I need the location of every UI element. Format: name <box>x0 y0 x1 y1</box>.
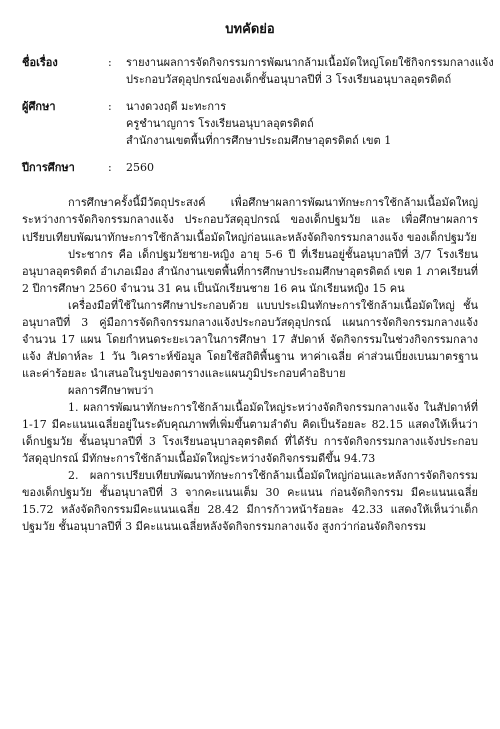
meta-value-title <box>126 54 494 88</box>
meta-line: ประกอบวัสดุอุปกรณ์ของเด็กชั้นอนุบาลปีที่ 3 โรงเรียนอนุบาลอุตรดิตถ์ <box>126 73 452 87</box>
meta-author-row <box>22 98 478 149</box>
meta-line: นางดวงฤดี มะทะการ <box>126 100 227 114</box>
abstract-paragraph-objective: การศึกษาครั้งนี้มีวัตถุประสงค์ เพื่อศึกษาผลการพัฒนาทักษะการใช้กล้ามเนื้อมัดใหญ่ระหว่างการจัดกิจกรรมกลางแจ้ง ประกอบวัสดุอุปกรณ์ ของเด็กปฐมวัย และ เพื่อศึกษาผลการเปรียบเทียบพัฒนาทักษะการใช้กล้ามเนื้อมัดใหญ่ก่อนและหลังจัดกิจกรรมกลางแจ้ง ของเด็กปฐมวัย <box>22 196 478 244</box>
meta-label-author: ผู้ศึกษา <box>22 100 56 114</box>
meta-colon: : <box>108 161 112 175</box>
abstract-paragraph-result-2: 2. ผลการเปรียบเทียบพัฒนาทักษะการใช้กล้ามเนื้อมัดใหญ่ก่อนและหลังการจัดกิจกรรมของเด็กปฐมวัย ชั้นอนุบาลปีที่ 3 จากคะแนนเต็ม 30 คะแนน ก่อนจัดกิจกรรม มีคะแนนเฉลี่ย 15.72 หลังจัดกิจกรรมมีคะแนนเฉลี่ย 28.42 มีการก้าวหน้าร้อยละ 42.33 แสดงให้เห็นว่าเด็กปฐมวัย ชั้นอนุบาลปีที่ 3 มีคะแนนเฉลี่ยหลังจัดกิจกรรมกลางแจ้ง สูงกว่าก่อนจัดกิจกรรม <box>22 469 478 534</box>
abstract-paragraph-results-heading: ผลการศึกษาพบว่า <box>68 383 154 397</box>
meta-line: รายงานผลการจัดกิจกรรมการพัฒนากล้ามเนื้อมัดใหญ่โดยใช้กิจกรรมกลางแจ้ง <box>126 56 494 70</box>
abstract-paragraph-tools: เครื่องมือที่ใช้ในการศึกษาประกอบด้วย แบบประเมินทักษะการใช้กล้ามเนื้อมัดใหญ่ ชั้นอนุบาลปีที่ 3 คู่มือการจัดกิจกรรมกลางแจ้งประกอบวัสดุอุปกรณ์ แผนการจัดกิจกรรมกลางแจ้ง จำนวน 17 แผน โดยกำหนดระยะเวลาในการศึกษา 17 สัปดาห์ จัดกิจกรรมในช่วงกิจกรรมกลางแจ้ง สัปดาห์ละ 1 วัน วิเคราะห์ข้อมูล โดยใช้สถิติพื้นฐาน หาค่าเฉลี่ย ค่าส่วนเบี่ยงเบนมาตรฐาน และค่าร้อยละ นำเสนอในรูปของตารางและแผนภูมิประกอบคำอธิบาย <box>22 298 478 380</box>
meta-label-year: ปีการศึกษา <box>22 161 75 175</box>
meta-colon: : <box>108 56 112 70</box>
spacer <box>22 186 478 194</box>
meta-title-row <box>22 54 494 88</box>
meta-year-row <box>22 159 478 176</box>
abstract-paragraph-population: ประชากร คือ เด็กปฐมวัยชาย-หญิง อายุ 5-6 ปี ที่เรียนอยู่ชั้นอนุบาลปีที่ 3/7 โรงเรียนอนุบาลอุตรดิตถ์ อำเภอเมือง สำนักงานเขตพื้นที่การศึกษาประถมศึกษาอุตรดิตถ์ เขต 1 ภาคเรียนที่ 2 ปีการศึกษา 2560 จำนวน 31 คน เป็นนักเรียนชาย 16 คน นักเรียนหญิง 15 คน <box>22 247 478 295</box>
page-title: บทคัดย่อ <box>225 22 275 37</box>
meta-colon: : <box>108 100 112 114</box>
meta-line: ครูชำนาญการ โรงเรียนอนุบาลอุตรดิตถ์ <box>126 117 314 131</box>
meta-value-author <box>126 98 478 149</box>
meta-value-year <box>126 159 478 176</box>
meta-label-title: ชื่อเรื่อง <box>22 56 58 70</box>
meta-line: 2560 <box>126 161 154 175</box>
abstract-paragraph-result-1: 1. ผลการพัฒนาทักษะการใช้กล้ามเนื้อมัดใหญ่ระหว่างจัดกิจกรรมกลางแจ้ง ในสัปดาห์ที่ 1-17 มีคะแนนเฉลี่ยอยู่ในระดับคุณภาพที่เพิ่มขึ้นตามลำดับ คิดเป็นร้อยละ 82.15 แสดงให้เห็นว่าเด็กปฐมวัย ชั้นอนุบาลปีที่ 3 โรงเรียนอนุบาลอุตรดิตถ์ ที่ได้รับ การจัดกิจกรรมกลางแจ้งประกอบวัสดุอุปกรณ์ มีทักษะการใช้กล้ามเนื้อมัดใหญ่ระหว่างจัดกิจกรรมดีขึ้น 94.73 <box>22 400 478 466</box>
meta-line: สำนักงานเขตพื้นที่การศึกษาประถมศึกษาอุตรดิตถ์ เขต 1 <box>126 134 392 148</box>
